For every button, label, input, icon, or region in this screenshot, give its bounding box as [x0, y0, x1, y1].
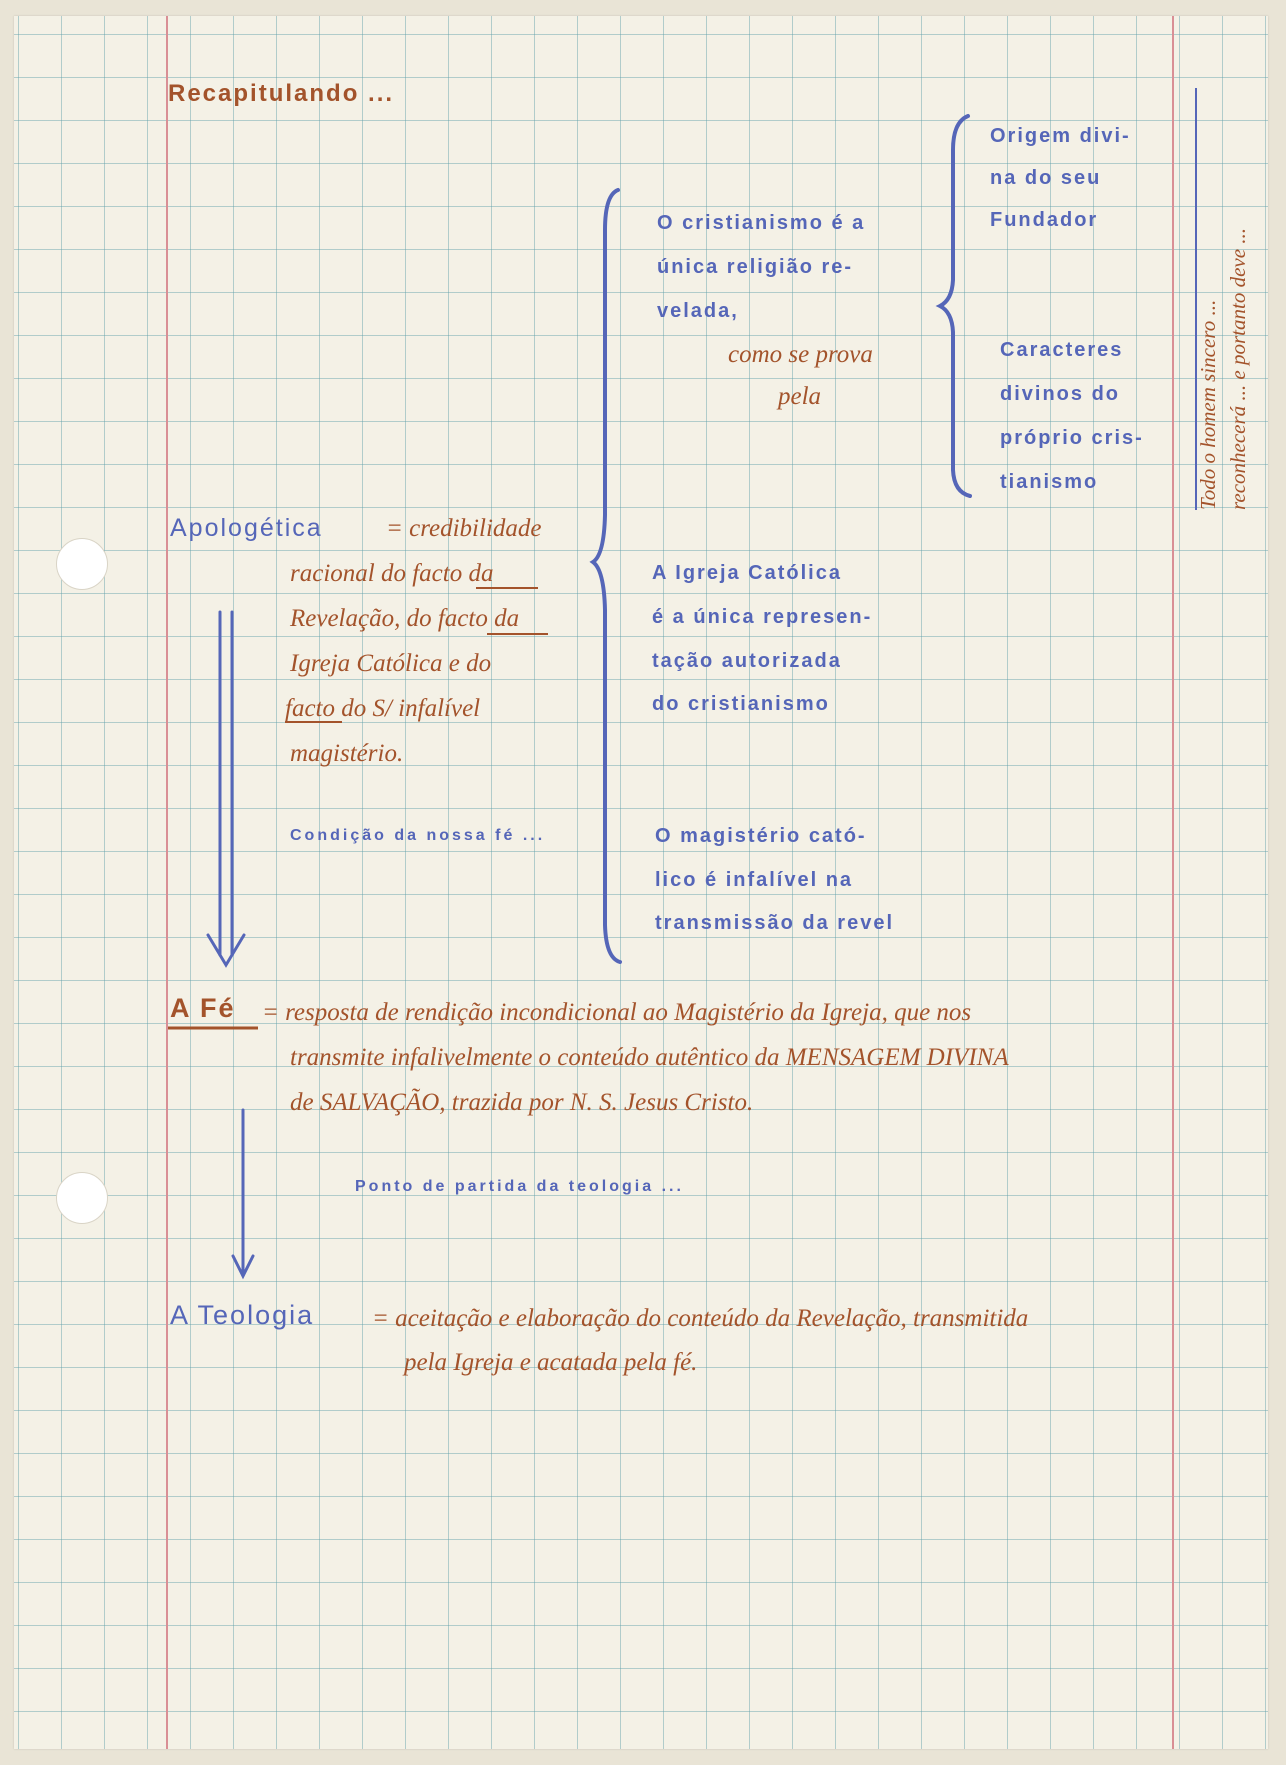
sub-proof-1-line-1: Origem divi-: [990, 125, 1131, 147]
proposition-2-line-3: tação autorizada: [652, 650, 842, 672]
a-teologia-line-2: pela Igreja e acatada pela fé.: [404, 1349, 698, 1376]
apologetica-heading: Apologética: [170, 514, 323, 542]
apologetica-def-line-2: racional do facto da: [290, 560, 494, 587]
proposition-1-line-1: O cristianismo é a: [657, 212, 866, 234]
sub-proof-2-line-2: divinos do: [1000, 383, 1120, 405]
apologetica-def-line-4: Igreja Católica e do: [290, 650, 492, 677]
a-fe-line-1: = resposta de rendição incondicional ao Magistério da Igreja, que nos: [262, 999, 972, 1026]
a-teologia-line-1: = aceitação e elaboração do conteúdo da Revelação, transmitida: [372, 1305, 1029, 1332]
sub-proof-2-line-1: Caracteres: [1000, 339, 1124, 361]
proof-line-2: pela: [778, 383, 822, 410]
proof-line-1: como se prova: [728, 341, 873, 368]
ponto-de-partida: Ponto de partida da teologia ...: [355, 1178, 684, 1195]
proposition-1-line-2: única religião re-: [657, 256, 854, 278]
sub-proof-1-line-3: Fundador: [990, 209, 1099, 231]
a-fe-heading: A Fé: [170, 993, 236, 1023]
side-note-line-2: reconhecerá ... e portanto deve ...: [1226, 227, 1250, 510]
proposition-2-line-1: A Igreja Católica: [652, 562, 842, 584]
small-brace: [940, 116, 970, 496]
apologetica-def-line-6: magistério.: [290, 740, 404, 767]
large-brace: [593, 190, 620, 962]
proposition-2-line-4: do cristianismo: [652, 693, 830, 715]
proposition-1-line-3: velada,: [657, 300, 739, 322]
proposition-3-line-1: O magistério cató-: [655, 825, 867, 847]
proposition-3-line-3: transmissão da revel: [655, 912, 894, 934]
proposition-3-line-2: lico é infalível na: [655, 869, 854, 891]
apologetica-def-line-1: = credibilidade: [386, 515, 542, 542]
a-fe-line-2: transmite infalivelmente o conteúdo autêntico da MENSAGEM DIVINA: [290, 1044, 1009, 1071]
apologetica-condition: Condição da nossa fé ...: [290, 827, 546, 844]
a-teologia-heading: A Teologia: [170, 1300, 315, 1330]
apologetica-def-line-3: Revelação, do facto da: [290, 605, 520, 632]
sub-proof-2-line-3: próprio cris-: [1000, 427, 1144, 449]
sub-proof-2-line-4: tianismo: [1000, 471, 1099, 493]
proposition-2-line-2: é a única represen-: [652, 606, 873, 628]
single-arrow-down: [233, 1110, 253, 1276]
side-note-line-1: Todo o homem sincero ...: [1196, 299, 1220, 510]
double-arrow-down: [208, 612, 244, 965]
a-fe-line-3: de SALVAÇÃO, trazida por N. S. Jesus Cristo.: [290, 1089, 754, 1116]
page-title: Recapitulando ...: [168, 80, 395, 107]
sub-proof-1-line-2: na do seu: [990, 167, 1102, 189]
apologetica-def-line-5: facto do S/ infalível: [285, 695, 481, 722]
